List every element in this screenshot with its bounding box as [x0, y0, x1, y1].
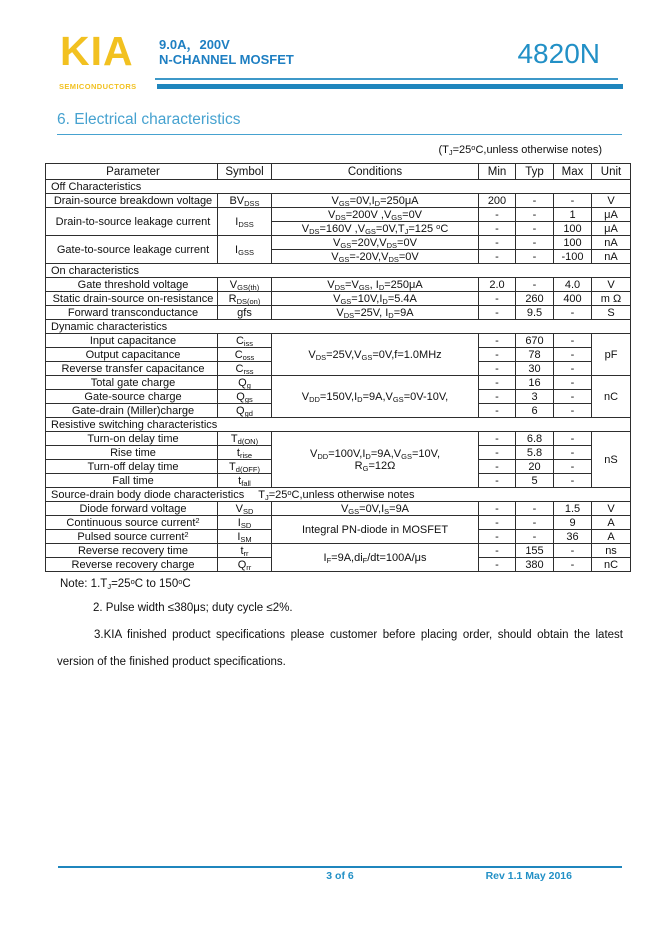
cell-unit: nC	[592, 558, 631, 572]
cell-parameter: Drain-source breakdown voltage	[46, 194, 218, 208]
cell-typ: -	[516, 208, 554, 222]
section-label-right: $T_J=25^oC,unless$ otherwise notes	[258, 487, 415, 502]
cell-parameter: Forward transconductance	[46, 306, 218, 320]
cell-parameter: Gate-source charge	[46, 390, 218, 404]
cell-typ: -	[516, 222, 554, 236]
cell-conditions: $V_{DS}=200V$ $,V_{GS}=0V$	[272, 208, 479, 222]
cell-symbol: $Q_g$	[218, 376, 272, 390]
cell-symbol: $C_{iss}$	[218, 334, 272, 348]
section-row-dynamic	[46, 320, 631, 334]
col-symbol: Symbol	[218, 164, 272, 180]
revision-text: Rev 1.1 May 2016	[485, 870, 572, 882]
cell-max: 1.5	[554, 502, 592, 516]
cell-parameter: Rise time	[46, 446, 218, 460]
cell-parameter: Turn-off delay time	[46, 460, 218, 474]
cell-conditions: $V_{DS}=160V$ $,V_{GS}=0V,T_J=125$ $^o$C	[272, 222, 479, 236]
cell-min: -	[479, 362, 516, 376]
part-number: 4820N	[517, 38, 600, 69]
cell-parameter: Reverse recovery time	[46, 544, 218, 558]
cell-symbol: $C_{oss}$	[218, 348, 272, 362]
section-label: On characteristics	[46, 264, 631, 278]
cell-parameter: Input capacitance	[46, 334, 218, 348]
cell-max: 100	[554, 222, 592, 236]
cell-max: -	[554, 348, 592, 362]
cell-parameter: Output capacitance	[46, 348, 218, 362]
cell-typ: -	[516, 502, 554, 516]
cell-unit: μA	[592, 208, 631, 222]
cell-min: -	[479, 306, 516, 320]
cell-min: -	[479, 432, 516, 446]
cell-typ: 30	[516, 362, 554, 376]
cell-typ: -	[516, 530, 554, 544]
cell-typ: 9.5	[516, 306, 554, 320]
cell-parameter: Reverse transfer capacitance	[46, 362, 218, 376]
cell-max: -	[554, 306, 592, 320]
cell-conditions: Integral PN-diode in MOSFET	[272, 516, 479, 544]
cell-typ: -	[516, 278, 554, 292]
cell-parameter: Static drain-source on-resistance	[46, 292, 218, 306]
cell-parameter: Turn-on delay time	[46, 432, 218, 446]
cell-conditions: $V_{GS}=10V,I_D=5.4A$	[272, 292, 479, 306]
cell-conditions: $V_{DS}=25V,V_{GS}=0V,f=1.0MHz$	[272, 334, 479, 376]
cell-typ: -	[516, 516, 554, 530]
cell-min: -	[479, 558, 516, 572]
cell-unit: S	[592, 306, 631, 320]
cell-min: -	[479, 348, 516, 362]
cell-min: -	[479, 516, 516, 530]
cell-symbol: $T_{d(ON)}$	[218, 432, 272, 446]
cell-conditions: $V_{DD}=100V,I_D=9A,V_{GS}=10V$, $R_G=12\Omega$	[272, 432, 479, 488]
cell-conditions: $I_F=9A,di_F/dt=100A/\mu s$	[272, 544, 479, 572]
cell-max: -	[554, 558, 592, 572]
cell-min: -	[479, 236, 516, 250]
brand-logo: KIA	[60, 28, 134, 74]
rating-text: 9.0A，200V	[159, 37, 230, 52]
section-row-off	[46, 180, 631, 194]
cell-max: -	[554, 334, 592, 348]
cell-min: -	[479, 292, 516, 306]
cell-unit: nA	[592, 250, 631, 264]
table-header-row	[46, 164, 631, 180]
cell-unit: pF	[592, 334, 631, 376]
cell-min: -	[479, 446, 516, 460]
cell-max: -100	[554, 250, 592, 264]
table-row	[46, 292, 631, 306]
cell-conditions: $V_{GS}=0V,I_D=250\mu A$	[272, 194, 479, 208]
cell-min: -	[479, 530, 516, 544]
cell-conditions: $V_{DD}=150V,I_D=9A,V_{GS}=0V-10V$,	[272, 376, 479, 418]
cell-unit: A	[592, 530, 631, 544]
cell-max: 1	[554, 208, 592, 222]
section-row-diode	[46, 488, 631, 502]
cell-unit: m Ω	[592, 292, 631, 306]
cell-unit: A	[592, 516, 631, 530]
cell-symbol: $V_{GS(th)}$	[218, 278, 272, 292]
section-title: 6. Electrical characteristics	[57, 111, 622, 135]
spec-table	[45, 163, 631, 572]
cell-symbol: gfs	[218, 306, 272, 320]
cell-unit: μA	[592, 222, 631, 236]
section-label: Off Characteristics	[46, 180, 631, 194]
cell-min: -	[479, 376, 516, 390]
section-row-on	[46, 264, 631, 278]
cell-typ: 260	[516, 292, 554, 306]
cell-symbol: $Q_{rr}$	[218, 558, 272, 572]
section-label: Resistive switching characteristics	[46, 418, 631, 432]
cell-parameter: Drain-to-source leakage current	[46, 208, 218, 236]
brand-subtitle: SEMICONDUCTORS	[59, 82, 137, 91]
cell-symbol: $t_{fall}$	[218, 474, 272, 488]
cell-min: -	[479, 250, 516, 264]
cell-typ: 78	[516, 348, 554, 362]
cell-typ: 3	[516, 390, 554, 404]
cell-max: 100	[554, 236, 592, 250]
cell-parameter: Gate-to-source leakage current	[46, 236, 218, 264]
cell-symbol: $I_{GSS}$	[218, 236, 272, 264]
cell-max: -	[554, 390, 592, 404]
cell-max: 4.0	[554, 278, 592, 292]
cell-parameter: Gate threshold voltage	[46, 278, 218, 292]
cell-min: -	[479, 544, 516, 558]
section-row-switching	[46, 418, 631, 432]
cell-typ: 380	[516, 558, 554, 572]
cell-unit: V	[592, 194, 631, 208]
table-row	[46, 432, 631, 446]
col-unit: Unit	[592, 164, 631, 180]
cell-unit: nA	[592, 236, 631, 250]
cell-conditions: $V_{GS}=0V,I_S=9A$	[272, 502, 479, 516]
cell-max: -	[554, 432, 592, 446]
cell-symbol: $Q_{gs}$	[218, 390, 272, 404]
cell-conditions: $V_{GS}=-20V,V_{DS}=0V$	[272, 250, 479, 264]
cell-parameter: Reverse recovery charge	[46, 558, 218, 572]
cell-typ: 155	[516, 544, 554, 558]
section-label-left: Source-drain body diode characteristics	[51, 488, 245, 501]
cell-min: -	[479, 334, 516, 348]
cell-unit: V	[592, 502, 631, 516]
cell-symbol: $Q_{gd}$	[218, 404, 272, 418]
cell-max: -	[554, 446, 592, 460]
table-row	[46, 516, 631, 530]
cell-parameter: Diode forward voltage	[46, 502, 218, 516]
cell-min: -	[479, 404, 516, 418]
cell-parameter: Total gate charge	[46, 376, 218, 390]
cell-max: -	[554, 544, 592, 558]
note-3: 3.KIA finished product specifications please customer before placing order, should obtain the latest version of the finished product specifications.	[57, 629, 623, 668]
col-conditions: Conditions	[272, 164, 479, 180]
cell-typ: -	[516, 250, 554, 264]
cell-symbol: $V_{SD}$	[218, 502, 272, 516]
col-typ: Typ	[516, 164, 554, 180]
cell-typ: 670	[516, 334, 554, 348]
table-row	[46, 502, 631, 516]
col-min: Min	[479, 164, 516, 180]
cell-symbol: $BV_{DSS}$	[218, 194, 272, 208]
cell-unit: V	[592, 278, 631, 292]
cell-typ: 5.8	[516, 446, 554, 460]
cell-typ: 6	[516, 404, 554, 418]
table-row	[46, 236, 631, 250]
footer-rule	[58, 866, 622, 868]
table-row	[46, 208, 631, 222]
cell-parameter: Fall time	[46, 474, 218, 488]
cell-min: -	[479, 208, 516, 222]
cell-min: -	[479, 222, 516, 236]
cell-max: -	[554, 474, 592, 488]
cell-max: -	[554, 376, 592, 390]
cell-max: 400	[554, 292, 592, 306]
cell-max: -	[554, 194, 592, 208]
cell-symbol: $I_{SD}$	[218, 516, 272, 530]
cell-min: -	[479, 390, 516, 404]
cell-typ: 16	[516, 376, 554, 390]
cell-typ: 20	[516, 460, 554, 474]
page-indicator: 3 of 6	[326, 870, 354, 882]
cell-conditions: $V_{GS}=20V,V_{DS}=0V$	[272, 236, 479, 250]
cell-typ: -	[516, 236, 554, 250]
section-label	[46, 488, 631, 502]
col-parameter: Parameter	[46, 164, 218, 180]
table-condition-note: ($T_J=25^oC,unless$ otherwise notes)	[438, 143, 602, 157]
spec-table-container	[45, 163, 631, 572]
cell-max: -	[554, 404, 592, 418]
cell-symbol: $I_{SM}$	[218, 530, 272, 544]
cell-unit: ns	[592, 544, 631, 558]
cell-min: -	[479, 460, 516, 474]
section-label: Dynamic characteristics	[46, 320, 631, 334]
header-rule-thick	[157, 84, 623, 89]
cell-unit: nS	[592, 432, 631, 488]
cell-conditions: $V_{DS}=V_{GS}$, $I_D=250\mu A$	[272, 278, 479, 292]
table-row	[46, 306, 631, 320]
table-row	[46, 194, 631, 208]
cell-parameter: Gate-drain (Miller)charge	[46, 404, 218, 418]
cell-max: 36	[554, 530, 592, 544]
cell-max: -	[554, 362, 592, 376]
cell-max: 9	[554, 516, 592, 530]
table-row	[46, 278, 631, 292]
cell-min: 2.0	[479, 278, 516, 292]
note-1: Note: $1.T_J=25^oC$ to 150$^o$C	[60, 577, 191, 591]
cell-typ: 5	[516, 474, 554, 488]
device-type-text: N-CHANNEL MOSFET	[159, 52, 294, 67]
cell-max: -	[554, 460, 592, 474]
cell-symbol: $I_{DSS}$	[218, 208, 272, 236]
cell-symbol: $R_{DS(on)}$	[218, 292, 272, 306]
col-max: Max	[554, 164, 592, 180]
note-2: 2. Pulse width ≤380μs; duty cycle ≤2%.	[93, 602, 293, 614]
cell-conditions: $V_{DS}=25V$, $I_D=9A$	[272, 306, 479, 320]
table-row	[46, 544, 631, 558]
table-row	[46, 334, 631, 348]
cell-parameter: Continuous source current$^2$	[46, 516, 218, 530]
cell-unit: nC	[592, 376, 631, 418]
cell-typ: -	[516, 194, 554, 208]
cell-typ: 6.8	[516, 432, 554, 446]
cell-symbol: $C_{rss}$	[218, 362, 272, 376]
cell-symbol: $t_{rr}$	[218, 544, 272, 558]
cell-min: -	[479, 474, 516, 488]
cell-symbol: $T_{d(OFF)}$	[218, 460, 272, 474]
cell-symbol: $t_{rise}$	[218, 446, 272, 460]
table-row	[46, 376, 631, 390]
cell-parameter: Pulsed source current$^2$	[46, 530, 218, 544]
header-rule-thin	[155, 78, 618, 80]
cell-min: -	[479, 502, 516, 516]
cell-min: 200	[479, 194, 516, 208]
